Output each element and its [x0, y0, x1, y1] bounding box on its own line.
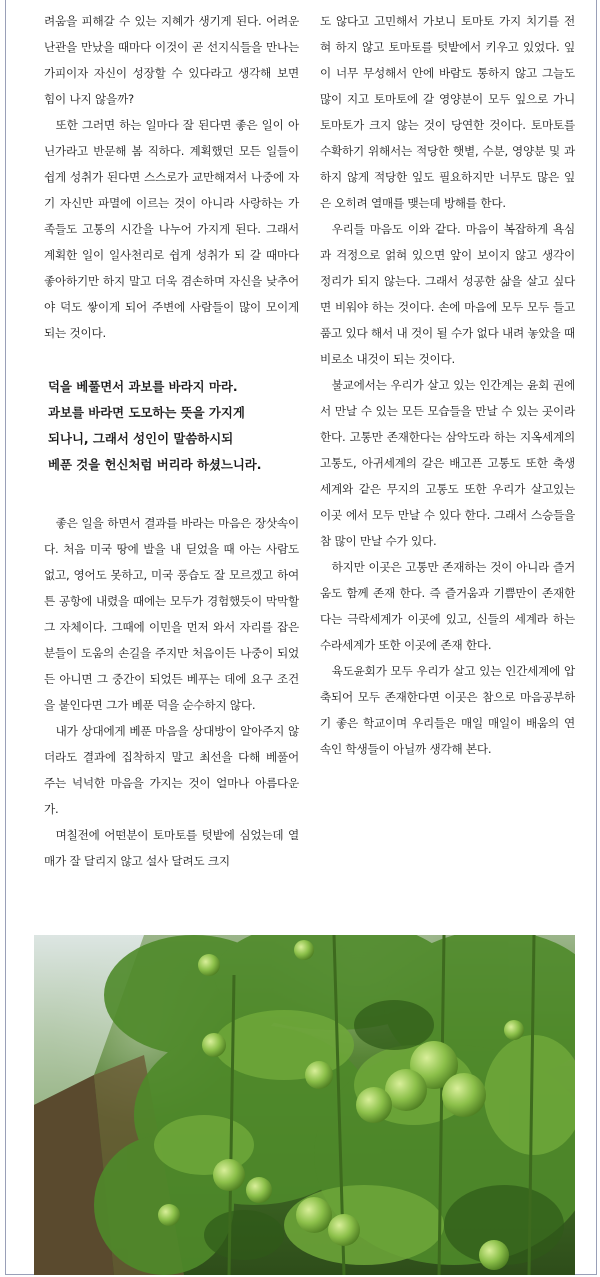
right-column — [320, 8, 575, 908]
paragraph: 육도윤회가 모두 우리가 살고 있는 인간세계에 압축되어 모두 존재한다면 이곳은 참으로 마음공부하기 좋은 학교이며 우리들은 매일 매일이 배움의 연속인 학생들이 아닐까 생각해 본다. — [320, 664, 575, 756]
quote-block — [44, 374, 299, 478]
quote-line: 덕을 베풀면서 과보를 바라지 마라. — [48, 379, 238, 394]
paragraph: 불교에서는 우리가 살고 있는 인간계는 윤회 권에서 만날 수 있는 모든 모습들을 만날 수 있는 곳이라 한다. 고통만 존재한다는 삼악도라 하는 지옥세계의 고통도, 아귀세계의 갈은 배고픈 고통도 또한 축생세계와 같은 무지의 고통도 또한 우리가 살고있는 이곳 에서 모두 만날 수 있다 한다. 그래서 스승들을 참 많이 만날 수가 있다. — [320, 378, 575, 548]
paragraph: 내가 상대에게 베푼 마음을 상대방이 알아주지 않더라도 결과에 집착하지 말고 최선을 다해 베풀어 주는 넉넉한 마음을 가지는 것이 얼마나 아름다운가. — [44, 724, 299, 816]
quote-line: 베푼 것을 헌신처럼 버리라 하셨느니라. — [48, 457, 262, 472]
tomato-plants-illustration — [34, 935, 575, 1275]
article-columns — [44, 8, 575, 908]
paragraph: 또한 그러면 하는 일마다 잘 된다면 좋은 일이 아닌가라고 반문해 봄 직하다. 계획했던 모든 일들이 쉽게 성취가 된다면 스스로가 교만해져서 나중에 자기 자신만 파멸에 이르는 것이 아니라 사랑하는 가족들도 고통의 시간을 나누어 가지게 된다. 그래서 계획한 일이 일사천리로 쉽게 성취가 되 갈 때마다 좋아하기만 하지 말고 더욱 겸손하며 자신을 낮추어야 덕도 쌓이게 되어 주변에 사람들이 많이 모이게 되는 것이다. — [44, 118, 299, 340]
quote-line: 되나니, 그래서 성인이 말씀하시되 — [48, 431, 234, 446]
left-column — [44, 8, 299, 908]
tomato-greenhouse-photo — [34, 935, 575, 1275]
paragraph: 도 않다고 고민해서 가보니 토마토 가지 치기를 전혀 하지 않고 토마토를 텃밭에서 키우고 있었다. 잎이 너무 무성해서 안에 바람도 통하지 않고 그늘도 많이 지고 토마토에 갈 영양분이 모두 잎으로 가니 토마토가 크지 않는 것이 당연한 것이다. 토마토를 수확하기 위해서는 적당한 햇볕, 수분, 영양분 및 과하지 않게 적당한 잎도 필요하지만 너무도 많은 잎은 오히려 열매를 맺는데 방해를 한다. — [320, 14, 575, 210]
paragraph: 우리들 마음도 이와 같다. 마음이 복잡하게 욕심과 걱정으로 얽혀 있으면 앞이 보이지 않고 생각이 정리가 되지 않는다. 그래서 성공한 삶을 살고 싶다면 비워야 하는 것이다. 손에 마음에 모두 모두 들고 품고 있다 해서 내 것이 될 수가 없다 내려 놓았을 때 비로소 내것이 되는 것이다. — [320, 222, 575, 366]
paragraph: 좋은 일을 하면서 결과를 바라는 마음은 장삿속이다. 처음 미국 땅에 발을 내 딛었을 때 아는 사람도 없고, 영어도 못하고, 미국 풍습도 잘 모르겠고 하여튼 공항에 내렸을 때에는 모두가 경험했듯이 막막할 그 자체이다. 그때에 이민을 먼저 와서 자리를 잡은 분들이 도움의 손길을 주지만 처음이든 나중이 되었든 아니면 그 중간이 되었든 베푸는 데에 요구 조건을 붙인다면 그가 베푼 덕을 순수하지 않다. — [44, 516, 299, 712]
paragraph: 려움을 피해갈 수 있는 지혜가 생기게 된다. 어려운 난관을 만났을 때마다 이것이 곧 선지식들을 만나는 가피이자 자신이 성장할 수 있다라고 생각해 보면 힘이 나지 않을까? — [44, 14, 299, 106]
quote-line: 과보를 바라면 도모하는 뜻을 가지게 — [48, 405, 245, 420]
paragraph: 며칠전에 어떤분이 토마토를 텃밭에 심었는데 열매가 잘 달리지 않고 설사 달려도 크지 — [44, 828, 299, 868]
paragraph: 하지만 이곳은 고통만 존재하는 것이 아니라 즐거움도 함께 존재 한다. 즉 즐거움과 기쁨만이 존재한다는 극락세계가 이곳에 있고, 신들의 세계라 하는 수라세계가 또한 이곳에 존재 한다. — [320, 560, 575, 652]
